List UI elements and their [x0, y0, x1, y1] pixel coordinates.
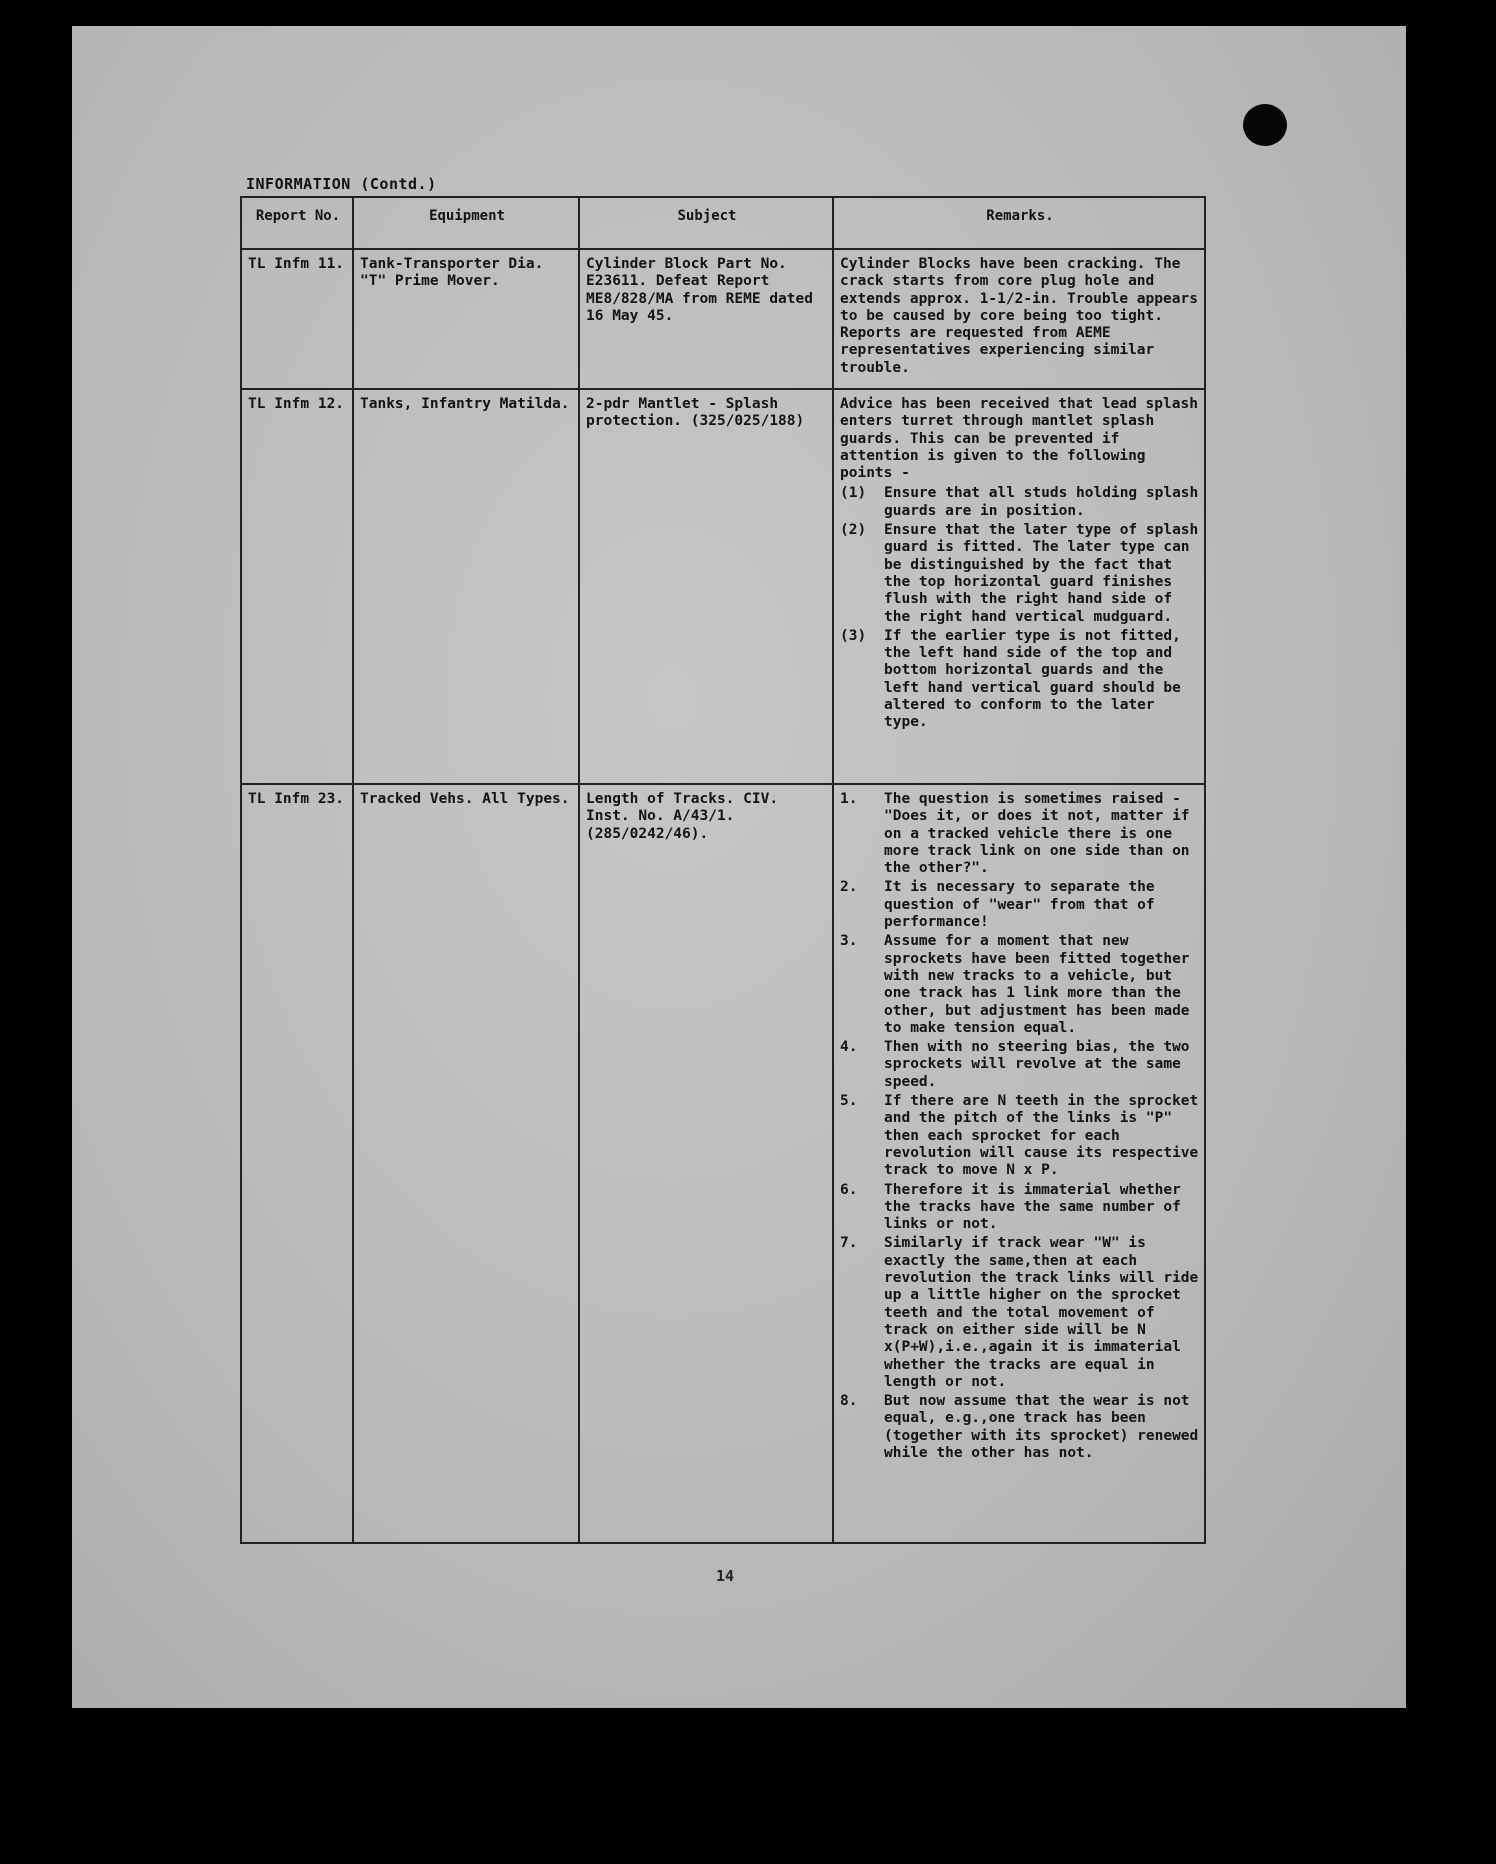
item-number: 4.: [840, 1039, 858, 1056]
remarks-list-item: [840, 933, 1200, 1037]
item-number: (2): [840, 522, 867, 539]
remarks-text: Cylinder Blocks have been cracking. The crack starts from core plug hole and extends approx. 1-1/2-in. Trouble appears to be caused by core being too tight. Reports are requested from AEME representatives experiencing similar trouble.: [840, 256, 1198, 376]
item-number: 2.: [840, 879, 858, 896]
remarks-list-item: [840, 1393, 1200, 1462]
table-row: [241, 389, 1205, 784]
remarks-cell: [833, 389, 1205, 784]
report-number-cell: TL Infm 23.: [241, 784, 353, 1543]
remarks-list-item: [840, 879, 1200, 931]
item-number: 3.: [840, 933, 858, 950]
section-heading: INFORMATION (Contd.): [246, 175, 437, 193]
item-text: The question is sometimes raised - "Does it, or does it not, matter if on a tracked vehicle there is one more track link on one side than on the other?".: [884, 791, 1190, 877]
item-text: Similarly if track wear "W" is exactly the same,then at each revolution the track links will ride up a little higher on the sprocket teeth and the total movement of track on either side will be N x(P+W),i.e.,again it is immaterial whether the tracks are equal in length or not.: [884, 1235, 1199, 1390]
page-number: 14: [716, 1567, 735, 1585]
equipment-cell: Tank-Transporter Dia. "T" Prime Mover.: [353, 249, 579, 389]
remarks-list-item: [840, 1182, 1200, 1234]
remarks-list-item: [840, 791, 1200, 877]
subject-cell: Cylinder Block Part No. E23611. Defeat Report ME8/828/MA from REME dated 16 May 45.: [579, 249, 833, 389]
column-header-report-no: Report No.: [241, 197, 353, 249]
item-text: Then with no steering bias, the two sprockets will revolve at the same speed.: [884, 1039, 1190, 1090]
item-text: If the earlier type is not fitted, the left hand side of the top and bottom horizontal guards and the left hand vertical guard should be altered to conform to the later type.: [884, 627, 1181, 731]
column-header-remarks: Remarks.: [833, 197, 1205, 249]
item-text: Assume for a moment that new sprockets have been fitted together with new tracks to a vehicle, but one track has 1 link more than the other, but adjustment has been made to make tension equal.: [884, 933, 1190, 1036]
item-text: Therefore it is immaterial whether the tracks have the same number of links or not.: [884, 1181, 1181, 1233]
punch-hole: [1243, 104, 1287, 146]
remarks-list-item: [840, 485, 1200, 520]
item-text: Ensure that all studs holding splash guards are in position.: [884, 485, 1199, 519]
remarks-list-item: [840, 1235, 1200, 1391]
subject-cell: Length of Tracks. CIV. Inst. No. A/43/1. (285/0242/46).: [579, 784, 833, 1543]
item-text: If there are N teeth in the sprocket and the pitch of the links is "P" then each sprocket for each revolution will cause its respective track to move N x P.: [884, 1093, 1199, 1179]
remarks-list-item: [840, 628, 1200, 732]
remarks-list-item: [840, 522, 1200, 626]
equipment-cell: Tanks, Infantry Matilda.: [353, 389, 579, 784]
remarks-cell: [833, 784, 1205, 1543]
equipment-cell: Tracked Vehs. All Types.: [353, 784, 579, 1543]
item-number: 8.: [840, 1393, 858, 1410]
table-row: [241, 249, 1205, 389]
table-header-row: [241, 197, 1205, 249]
item-text: Ensure that the later type of splash guard is fitted. The later type can be distinguished by the fact that the top horizontal guard finishes flush with the right hand side of the right hand vertical mudguard.: [884, 522, 1199, 625]
column-header-equipment: Equipment: [353, 197, 579, 249]
column-header-subject: Subject: [579, 197, 833, 249]
remarks-list-item: [840, 1039, 1200, 1091]
item-number: 5.: [840, 1093, 858, 1110]
item-number: (3): [840, 627, 867, 644]
remarks-text: Advice has been received that lead splash enters turret through mantlet splash guards. This can be prevented if attention is given to the following points -: [840, 396, 1198, 482]
subject-cell: 2-pdr Mantlet - Splash protection. (325/025/188): [579, 389, 833, 784]
report-number-cell: TL Infm 11.: [241, 249, 353, 389]
item-number: 1.: [840, 791, 858, 807]
remarks-cell: [833, 249, 1205, 389]
table-row: [241, 784, 1205, 1543]
item-text: It is necessary to separate the question of "wear" from that of performance!: [884, 879, 1155, 931]
report-number-cell: TL Infm 12.: [241, 389, 353, 784]
item-number: 7.: [840, 1235, 858, 1252]
remarks-list-item: [840, 1093, 1200, 1179]
item-number: 6.: [840, 1181, 858, 1198]
information-table: [240, 196, 1206, 1544]
item-number: (1): [840, 485, 867, 502]
item-text: But now assume that the wear is not equal, e.g.,one track has been (together with its sprocket) renewed while the other has not.: [884, 1393, 1199, 1461]
